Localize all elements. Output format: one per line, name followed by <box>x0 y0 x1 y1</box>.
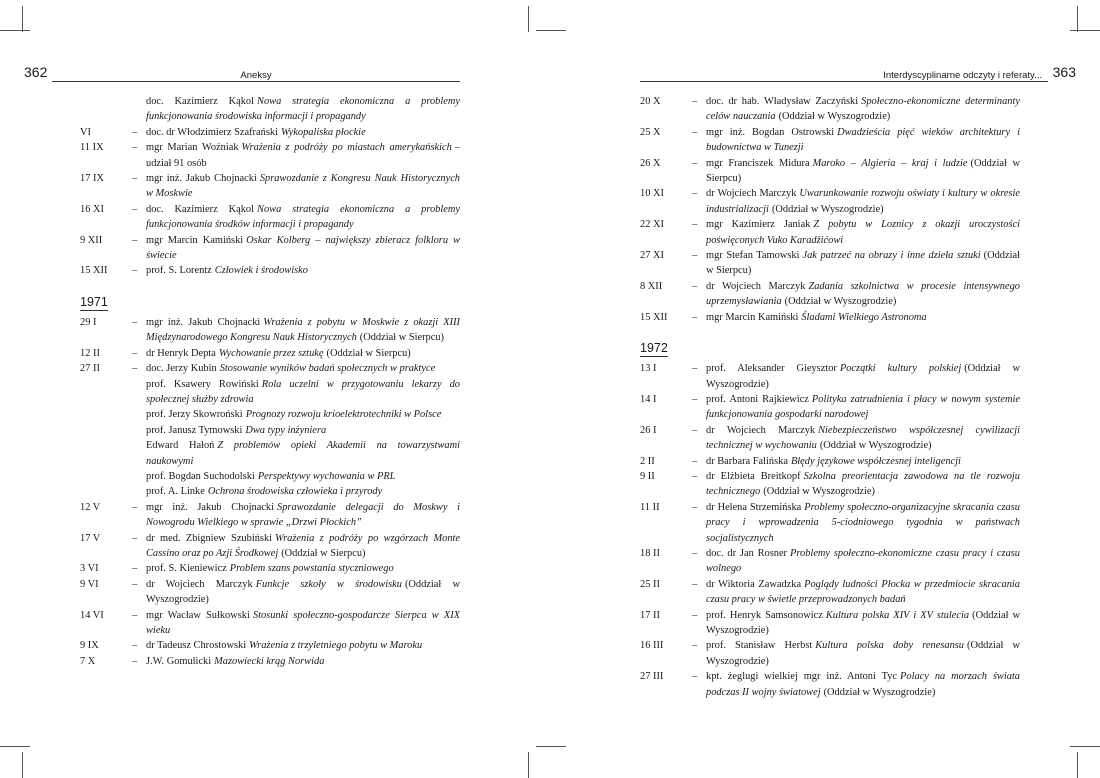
lecture-entry <box>640 669 1020 700</box>
lecture-entry <box>640 156 1020 187</box>
entry-dash: – <box>132 532 138 544</box>
entry-text <box>146 315 460 346</box>
lecture-entry <box>640 638 1020 669</box>
entry-date: 29 I <box>80 316 97 328</box>
lecture-entry <box>640 310 1020 325</box>
entry-dash: – <box>132 265 138 277</box>
lecture-entry <box>80 438 460 469</box>
entry-text <box>146 263 460 278</box>
entry-dash: – <box>132 316 138 328</box>
entry-title: Polacy na morzach świata podczas II wojny światowej <box>706 671 1020 698</box>
entry-text <box>706 454 1020 469</box>
entry-speaker: dr Elżbieta Breitkopf <box>706 470 801 482</box>
running-title: Interdyscyplinarne odczyty i referaty... <box>883 70 1042 81</box>
crop-mark <box>528 752 529 778</box>
entry-speaker: J.W. Gomulicki <box>146 655 212 667</box>
entry-dash: – <box>132 173 138 185</box>
entry-speaker: prof. Aleksander Gieysztor <box>706 363 837 375</box>
entry-text <box>706 608 1020 639</box>
entry-speaker: doc. dr hab. Władysław Zaczyński <box>706 96 859 107</box>
entry-note: (Oddział w Sierpcu) <box>326 347 411 359</box>
entry-title: Oskar Kolberg – największy zbieracz folkloru w świecie <box>146 234 460 262</box>
entry-note: (Oddział w Sierpcu) <box>706 250 1020 277</box>
entry-text <box>146 346 460 361</box>
entry-text <box>706 361 1020 392</box>
entry-speaker: prof. Stanisław Herbst <box>706 640 813 652</box>
entry-speaker: mgr Franciszek Midura <box>706 157 810 169</box>
entry-speaker: mgr Marian Woźniak <box>146 142 239 154</box>
entry-title: Jak patrzeć na obrazy i inne dzieła sztuki <box>802 250 981 262</box>
entry-dash: – <box>692 547 698 559</box>
entry-date: 17 IX <box>80 173 104 185</box>
entry-speaker: prof. S. Kieniewicz <box>146 563 227 575</box>
entry-title: Sprawozdanie z Kongresu Nauk Historycznych w Moskwie <box>146 173 461 200</box>
crop-mark <box>1070 30 1100 31</box>
entry-speaker: kpt. żeglugi wielkiej mgr inż. Antoni Tyc <box>706 671 898 683</box>
running-title: Aneksy <box>240 70 272 81</box>
entry-date: 14 VI <box>80 609 104 621</box>
entry-date: VI <box>80 126 91 138</box>
entry-speaker: mgr Wacław Sułkowski <box>146 609 250 621</box>
entry-text <box>146 140 460 171</box>
lecture-entry <box>640 500 1020 546</box>
entry-text <box>146 638 460 653</box>
entry-dash: – <box>132 640 138 652</box>
entry-dash: – <box>132 578 138 590</box>
entry-text <box>146 654 460 669</box>
entry-title: Poglądy ludności Płocka w przedmiocie skracania czasu pracy w świetle przeprowadzonych badań <box>706 578 1020 606</box>
entry-text <box>146 484 460 499</box>
entry-dash: – <box>692 578 698 590</box>
entry-speaker: dr Barbara Falińska <box>706 455 788 467</box>
entry-title: Ochrona środowiska człowieka i przyrody <box>207 486 383 498</box>
entry-list <box>640 94 1020 325</box>
entry-date: 9 IX <box>80 640 99 652</box>
entry-dash: – <box>132 126 138 138</box>
entry-dash: – <box>692 501 698 513</box>
entry-title: Początki kultury polskiej <box>839 363 962 375</box>
lecture-entry <box>640 125 1020 156</box>
entry-title: Człowiek i środowisko <box>214 265 308 277</box>
entry-speaker: dr Wojciech Marczyk <box>706 424 816 436</box>
entry-date: 11 IX <box>80 142 104 154</box>
lecture-entry <box>80 500 460 531</box>
entry-speaker: doc. dr Jan Rosner <box>706 547 788 559</box>
entry-text <box>706 310 1020 325</box>
entry-dash: – <box>132 142 138 154</box>
entry-date: 9 VI <box>80 578 99 590</box>
entry-speaker: mgr inż. Jakub Chojnacki <box>146 316 261 328</box>
entry-title: Zadania szkolnictwa w procesie intensywnego uprzemysławiania <box>706 280 1021 308</box>
entry-dash: – <box>692 188 698 200</box>
entry-note: (Oddział w Wyszogrodzie) <box>771 203 884 215</box>
entry-title: Polityka zatrudnienia i płacy w nowym systemie funkcjonowania gospodarki narodowej <box>706 393 1020 421</box>
entry-title: Wykopaliska płockie <box>280 126 366 138</box>
crop-mark <box>22 752 23 778</box>
lecture-entry <box>80 94 460 125</box>
entry-date: 8 XII <box>640 280 663 292</box>
entry-speaker: prof. S. Lorentz <box>146 265 212 277</box>
entry-text <box>146 407 460 422</box>
lecture-entry <box>80 140 460 171</box>
entry-speaker: mgr inż. Jakub Chojnacki <box>146 173 257 185</box>
entry-dash: – <box>132 203 138 215</box>
entry-date: 11 II <box>640 501 660 513</box>
entry-date: 12 V <box>80 501 101 513</box>
entry-title: Śladami Wielkiego Astronoma <box>801 311 927 323</box>
entry-title: Funkcje szkoły w środowisku <box>255 578 402 590</box>
lecture-entry <box>640 248 1020 279</box>
entry-title: Szkolna preorientacja zawodowa na tle rozwoju technicznego <box>706 470 1020 498</box>
lecture-entry <box>640 423 1020 454</box>
entry-date: 14 I <box>640 393 657 405</box>
entry-speaker: dr Wojciech Marczyk <box>706 188 797 200</box>
entry-date: 9 II <box>640 470 655 482</box>
entry-date: 25 II <box>640 578 660 590</box>
entry-text <box>146 531 460 562</box>
entry-title: Z problemów opieki Akademii na towarzystwami naukowymi <box>146 440 460 467</box>
entry-speaker: dr Wojciech Marczyk <box>146 578 253 590</box>
entry-title: Wychowanie przez sztukę <box>218 347 324 359</box>
crop-mark <box>1077 6 1078 32</box>
lecture-entry <box>640 186 1020 217</box>
entry-speaker: mgr Kazimierz Janiak <box>706 219 811 231</box>
entry-note: (Oddział w Wyszogrodzie) <box>146 578 460 606</box>
entry-title: Z pobytu w Loznicy z okazji uroczystości poświęconych Vuko Karadžićowi <box>706 219 1020 246</box>
entry-title: Błędy językowe współczesnej inteligencji <box>790 455 961 467</box>
entry-date: 2 II <box>640 455 655 467</box>
entry-text <box>706 156 1020 187</box>
entry-date: 3 VI <box>80 563 99 575</box>
entry-text <box>146 561 460 576</box>
entry-text <box>706 669 1020 700</box>
year-heading: 1971 <box>80 294 108 309</box>
lecture-entry <box>80 407 460 422</box>
entry-title: Stosunki społeczno-gospodarcze Sierpca w XIX wieku <box>146 609 461 636</box>
entry-text <box>146 171 460 202</box>
lecture-entry <box>80 561 460 576</box>
entry-note: (Oddział w Wyszogrodzie) <box>778 111 891 123</box>
entry-text <box>146 233 460 264</box>
entry-note: (Oddział w Wyszogrodzie) <box>706 363 1020 390</box>
entry-text <box>706 94 1020 125</box>
entry-note: (Oddział w Wyszogrodzie) <box>763 486 875 498</box>
entry-speaker: dr Wojciech Marczyk <box>706 280 806 292</box>
right-page <box>640 64 1076 700</box>
entry-text <box>706 217 1020 248</box>
entry-note: (Oddział w Wyszogrodzie) <box>706 609 1020 636</box>
entry-title: Problemy społeczno-organizacyjne skracania czasu pracy i wprowadzenia 5-ciodniowego tygodnia w państwach socjalistycznych <box>706 501 1020 544</box>
entry-speaker: prof. Henryk Samsonowicz <box>706 609 823 621</box>
entry-speaker: mgr Marcin Kamiński <box>146 234 244 246</box>
entry-text <box>706 546 1020 577</box>
entry-title: Nowa strategia ekonomiczna a problemy funkcjonowania środków informacji i propagandy <box>146 203 460 231</box>
lecture-entry <box>80 531 460 562</box>
entry-speaker: prof. Jerzy Skowroński <box>146 409 243 421</box>
entry-title: Sprawozdanie delegacji do Moskwy i Nowogrodu Wielkiego w sprawie „Drzwi Płockich” <box>146 501 461 529</box>
lecture-entry <box>80 469 460 484</box>
entry-dash: – <box>692 424 698 436</box>
entry-speaker: mgr Marcin Kamiński <box>706 311 799 323</box>
entry-text <box>146 423 460 438</box>
entry-date: 17 II <box>640 609 660 621</box>
entry-speaker: doc. dr Włodzimierz Szafrański <box>146 126 278 138</box>
lecture-entry <box>640 577 1020 608</box>
lecture-entry <box>80 125 460 140</box>
entry-title: Prognozy rozwoju krioelektrotechniki w Polsce <box>245 409 442 421</box>
lecture-entry <box>80 361 460 376</box>
lecture-entry <box>640 392 1020 423</box>
entry-title: Wrażenia z podróży po miastach amerykańskich <box>241 142 452 154</box>
entry-date: 16 XI <box>80 203 104 215</box>
entry-speaker: prof. Ksawery Rowiński <box>146 378 259 390</box>
entry-dash: – <box>692 671 698 683</box>
entry-date: 27 III <box>640 671 664 683</box>
entry-list <box>640 361 1020 700</box>
entry-date: 13 I <box>640 363 657 375</box>
entry-date: 7 X <box>80 655 96 667</box>
entry-title: Perspektywy wychowania w PRL <box>257 470 396 482</box>
entry-title: Mazowiecki krąg Norwida <box>214 655 325 667</box>
left-page <box>24 64 461 669</box>
lecture-entry <box>80 233 460 264</box>
entry-dash: – <box>692 609 698 621</box>
entry-speaker: mgr inż. Jakub Chojnacki <box>146 501 275 513</box>
year-heading: 1972 <box>640 341 668 356</box>
entry-dash: – <box>692 363 698 375</box>
entry-date: 20 X <box>640 96 661 107</box>
entry-note: (Oddział w Wyszogrodzie) <box>823 686 936 698</box>
entry-speaker: dr Henryk Depta <box>146 347 216 359</box>
lecture-entry <box>640 361 1020 392</box>
running-head <box>640 64 1076 82</box>
entry-note: (Oddział w Wyszogrodzie) <box>819 440 932 452</box>
entry-dash: – <box>132 609 138 621</box>
entry-list <box>80 94 460 279</box>
lecture-entry <box>80 263 460 278</box>
entry-title: Dwa typy inżyniera <box>245 424 327 436</box>
entry-dash: – <box>692 455 698 467</box>
entry-speaker: prof. Bogdan Suchodolski <box>146 470 255 482</box>
crop-mark <box>536 746 566 747</box>
entry-dash: – <box>132 655 138 667</box>
entry-title: Wrażenia z trzyletniego pobytu w Maroku <box>249 640 423 652</box>
entry-text <box>146 469 460 484</box>
entry-date: 25 X <box>640 126 661 138</box>
entry-date: 10 XI <box>640 188 664 200</box>
crop-mark <box>536 30 566 31</box>
entry-date: 17 V <box>80 532 101 544</box>
entry-speaker: dr Helena Strzemińska <box>706 501 802 513</box>
entry-title: Nowa strategia ekonomiczna a problemy funkcjonowania środowiska informacji i propagandy <box>146 96 460 123</box>
page-number: 363 <box>1052 64 1076 80</box>
lecture-entry <box>80 638 460 653</box>
entry-note: (Oddział w Wyszogrodzie) <box>706 640 1020 667</box>
entry-dash: – <box>132 363 138 375</box>
entry-text <box>146 608 460 639</box>
entry-dash: – <box>692 157 698 169</box>
entry-list <box>80 315 460 669</box>
lecture-entry <box>80 202 460 233</box>
entry-text <box>706 392 1020 423</box>
entry-dash: – <box>692 219 698 231</box>
entry-dash: – <box>692 470 698 482</box>
entry-note: (Oddział w Sierpcu) <box>281 547 366 559</box>
lecture-entry <box>80 171 460 202</box>
entry-title: Problemy społeczno-ekonomiczne czasu pracy i czasu wolnego <box>706 547 1020 575</box>
entry-dash: – <box>132 501 138 513</box>
page-number: 362 <box>24 64 48 80</box>
entry-dash: – <box>692 640 698 652</box>
lecture-entry <box>80 654 460 669</box>
entry-title: Stosowanie wyników badań społecznych w praktyce <box>219 363 436 375</box>
lecture-entry <box>80 577 460 608</box>
entry-dash: – <box>132 234 138 246</box>
entry-text <box>146 125 460 140</box>
entry-text <box>706 469 1020 500</box>
entry-speaker: doc. Jerzy Kubin <box>146 363 217 375</box>
entry-speaker: prof. Janusz Tymowski <box>146 424 243 436</box>
entry-text <box>706 279 1020 310</box>
entry-text <box>706 500 1020 546</box>
entry-text <box>146 577 460 608</box>
entry-speaker: mgr inż. Bogdan Ostrowski <box>706 126 835 138</box>
entry-title: Rola uczelni w przygotowaniu lekarzy do społecznej służby zdrowia <box>146 378 460 405</box>
entry-date: 27 II <box>80 363 100 375</box>
crop-mark <box>22 6 23 32</box>
entry-text <box>146 438 460 469</box>
entry-title: Uwarunkowanie rozwoju oświaty i kultury w okresie industrializacji <box>706 188 1020 215</box>
lecture-entry <box>640 454 1020 469</box>
crop-mark <box>0 30 30 31</box>
lecture-entry <box>80 484 460 499</box>
entry-date: 15 XII <box>80 265 108 277</box>
entry-text <box>706 423 1020 454</box>
running-head <box>24 64 460 82</box>
lecture-entry <box>640 608 1020 639</box>
crop-mark <box>1070 746 1100 747</box>
entry-text <box>146 377 460 408</box>
entry-speaker: Edward Hałoń <box>146 440 215 452</box>
entry-date: 18 II <box>640 547 660 559</box>
crop-mark <box>0 746 30 747</box>
entry-note: (Oddział w Sierpcu) <box>706 157 1020 185</box>
entry-text <box>706 186 1020 217</box>
entry-title: Wrażenia z pobytu w Moskwie z okazji XIII Międzynarodowego Kongresu Nauk Historycznych <box>146 316 460 344</box>
lecture-entry <box>640 94 1020 125</box>
entry-dash: – <box>692 393 698 405</box>
entry-date: 27 XI <box>640 250 664 262</box>
entry-speaker: prof. Antoni Rajkiewicz <box>706 393 809 405</box>
lecture-entry <box>80 315 460 346</box>
entry-date: 26 I <box>640 424 657 436</box>
entry-text <box>146 500 460 531</box>
entry-text <box>146 361 460 376</box>
entry-speaker: doc. Kazimierz Kąkol <box>146 96 255 107</box>
entry-dash: – <box>692 96 698 107</box>
lecture-entry <box>640 279 1020 310</box>
entry-speaker: prof. A. Linke <box>146 486 205 498</box>
crop-mark <box>528 6 529 32</box>
entry-title: Wrażenia z podróży po wzgórzach Monte Cassino oraz po Azji Środkowej <box>146 532 461 559</box>
entry-speaker: mgr Stefan Tamowski <box>706 250 800 262</box>
entry-title: Kultura polska doby renesansu <box>815 640 965 652</box>
entry-text <box>706 577 1020 608</box>
entry-note: (Oddział w Sierpcu) <box>359 332 445 344</box>
crop-mark <box>1077 752 1078 778</box>
entry-dash: – <box>132 563 138 575</box>
entry-title: Dwadzieścia pięć wieków architektury i budownictwa w Tunezji <box>706 126 1020 154</box>
entry-dash: – <box>692 280 698 292</box>
entry-title: Społeczno-ekonomiczne determinanty celów nauczania <box>706 96 1020 123</box>
entry-dash: – <box>132 347 138 359</box>
entry-text <box>146 94 460 125</box>
entry-note: – udział 91 osób <box>146 142 460 169</box>
entry-date: 16 III <box>640 640 664 652</box>
entry-speaker: dr Tadeusz Chrostowski <box>146 640 247 652</box>
entry-date: 22 XI <box>640 219 664 231</box>
entry-speaker: dr Wiktoria Zawadzka <box>706 578 802 590</box>
entry-date: 12 II <box>80 347 100 359</box>
entry-title: Problem szans powstania styczniowego <box>229 563 394 575</box>
entry-dash: – <box>692 250 698 262</box>
lecture-entry <box>640 217 1020 248</box>
entry-text <box>706 638 1020 669</box>
entry-date: 26 X <box>640 157 661 169</box>
lecture-entry <box>640 469 1020 500</box>
entry-speaker: dr med. Zbigniew Szubiński <box>146 532 273 544</box>
lecture-entry <box>80 423 460 438</box>
entry-dash: – <box>692 311 698 323</box>
entry-title: Maroko – Algieria – kraj i ludzie <box>812 157 968 169</box>
entry-text <box>706 125 1020 156</box>
entry-text <box>706 248 1020 279</box>
entry-text <box>146 202 460 233</box>
entry-title: Kultura polska XIV i XV stulecia <box>825 609 970 621</box>
entry-date: 15 XII <box>640 311 668 323</box>
entry-speaker: doc. Kazimierz Kąkol <box>146 203 255 215</box>
entry-note: (Oddział w Wyszogrodzie) <box>784 296 897 308</box>
entry-title: Niebezpieczeństwo współczesnej cywilizacji technicznej w wychowaniu <box>706 424 1021 452</box>
entry-date: 9 XII <box>80 234 103 246</box>
lecture-entry <box>80 346 460 361</box>
lecture-entry <box>640 546 1020 577</box>
lecture-entry <box>80 608 460 639</box>
lecture-entry <box>80 377 460 408</box>
entry-dash: – <box>692 126 698 138</box>
